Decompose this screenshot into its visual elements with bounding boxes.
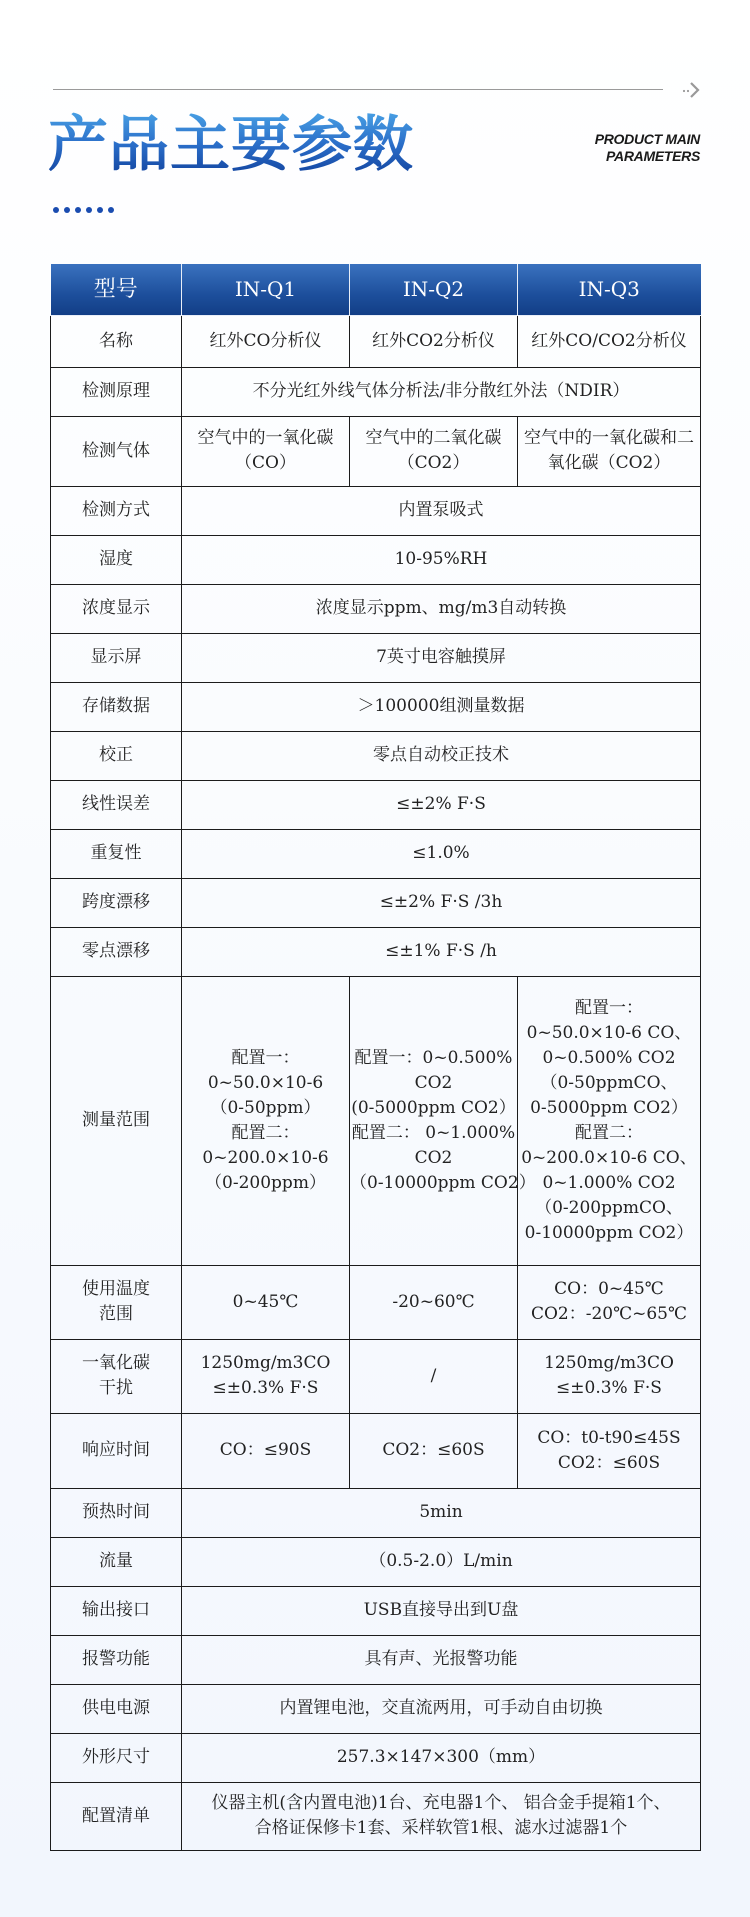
column-header-in-q3: IN-Q3 (518, 264, 701, 315)
column-header-in-q2: IN-Q2 (350, 264, 518, 315)
value-line: CO：t0-t90≤45S (537, 1427, 681, 1448)
dot-icon (97, 207, 103, 213)
cell-q2: -20~60℃ (350, 1265, 518, 1339)
cell-q1: 空气中的一氧化碳（CO） (182, 416, 350, 486)
table-row-humidity (51, 535, 701, 584)
table-row-interference (51, 1339, 701, 1413)
cell-value: 10-95%RH (182, 535, 701, 584)
range-line: 0~50.0×10-6 (207, 1072, 324, 1093)
cell-q1 (182, 1339, 350, 1413)
row-label: 显示屏 (51, 633, 182, 682)
range-line: 0~50.0×10-6 CO、 (526, 1022, 692, 1043)
row-label: 重复性 (51, 829, 182, 878)
table-row-span-drift (51, 878, 701, 927)
cell-q3: 空气中的一氧化碳和二氧化碳（CO2） (518, 416, 701, 486)
table-row-package (51, 1782, 701, 1850)
cell-q1: 0~45℃ (182, 1265, 350, 1339)
row-label: 报警功能 (51, 1635, 182, 1684)
dot-icon (108, 207, 114, 213)
table-row-storage (51, 682, 701, 731)
row-label: 零点漂移 (51, 927, 182, 976)
cell-value: 具有声、光报警功能 (182, 1635, 701, 1684)
row-label: 名称 (51, 315, 182, 367)
row-label: 湿度 (51, 535, 182, 584)
cell-value: ≤±1% F·S /h (182, 927, 701, 976)
table-row-calibration (51, 731, 701, 780)
range-line: 配置一： (231, 1047, 300, 1068)
table-header-row (51, 264, 701, 315)
range-line: 0~1.000% CO2 (542, 1172, 676, 1193)
row-label: 流量 (51, 1537, 182, 1586)
cell-q2 (350, 976, 536, 1265)
spec-table (50, 264, 701, 1851)
range-line: 0-5000ppm CO2） (530, 1097, 688, 1118)
cell-q2: CO2：≤60S (350, 1413, 518, 1488)
value-line: 1250mg/m3CO (544, 1353, 674, 1373)
range-line: (0-5000ppm CO2） (351, 1097, 516, 1118)
row-label: 供电电源 (51, 1684, 182, 1733)
subtitle-line-1: PRODUCT MAIN (594, 131, 700, 147)
table-row-linearity (51, 780, 701, 829)
table-row-range (51, 976, 701, 1265)
cell-value: ≤1.0% (182, 829, 701, 878)
row-label: 配置清单 (51, 1782, 182, 1850)
dot-icon (64, 207, 70, 213)
cell-value: 5min (182, 1488, 701, 1537)
table-row-power (51, 1684, 701, 1733)
cell-value: ≤±2% F·S (182, 780, 701, 829)
cell-q1: 红外CO分析仪 (182, 315, 350, 367)
top-divider-line (53, 89, 663, 90)
cell-value: ≤±2% F·S /3h (182, 878, 701, 927)
cell-q3: 红外CO/CO2分析仪 (518, 315, 701, 367)
row-label (51, 1265, 182, 1339)
range-line: 配置一：0~0.500% (354, 1047, 513, 1068)
row-label: 响应时间 (51, 1413, 182, 1488)
value-line: 仪器主机(含内置电池)1台、充电器1个、 铝合金手提箱1个、 (211, 1793, 671, 1813)
cell-value: ＞100000组测量数据 (182, 682, 701, 731)
page-title: 产品主要参数 (48, 110, 414, 180)
cell-q2: 红外CO2分析仪 (350, 315, 518, 367)
cell-q3 (518, 1265, 701, 1339)
value-line: CO2：≤60S (557, 1452, 661, 1473)
cell-q2: / (350, 1339, 518, 1413)
row-label: 检测方式 (51, 486, 182, 535)
decorative-dots (53, 207, 114, 213)
dot-icon (53, 207, 59, 213)
row-label: 校正 (51, 731, 182, 780)
range-line: （0-200ppmCO、 (535, 1197, 683, 1218)
range-line: （0-200ppm） (205, 1172, 326, 1193)
range-line: 0-10000ppm CO2） (524, 1222, 694, 1243)
cell-value: 内置泵吸式 (182, 486, 701, 535)
table-row-principle (51, 367, 701, 416)
label-line: 使用温度 (82, 1279, 150, 1299)
table-row-screen (51, 633, 701, 682)
value-line: CO2：-20℃~65℃ (530, 1304, 688, 1324)
table-row-flow (51, 1537, 701, 1586)
cell-value: 257.3×147×300（mm） (182, 1733, 701, 1782)
range-line: （0-50ppmCO、 (540, 1072, 678, 1093)
table-row-alarm (51, 1635, 701, 1684)
row-label: 存储数据 (51, 682, 182, 731)
label-line: 一氧化碳 (82, 1353, 150, 1373)
table-row-repeatability (51, 829, 701, 878)
label-line: 干扰 (99, 1378, 133, 1398)
cell-value (182, 1782, 701, 1850)
range-line: 0~200.0×10-6 (202, 1147, 329, 1168)
dot-icon (86, 207, 92, 213)
range-line: （0-50ppm） (210, 1097, 321, 1118)
cell-value: 不分光红外线气体分析法/非分散红外法（NDIR） (182, 367, 701, 416)
page-subtitle (595, 131, 700, 165)
row-label (51, 1339, 182, 1413)
value-line: ≤±0.3% F·S (212, 1378, 319, 1398)
table-row-gas (51, 416, 701, 486)
table-row-response (51, 1413, 701, 1488)
cell-q1 (182, 976, 350, 1265)
range-line: CO2 (414, 1147, 453, 1168)
cell-value: 内置锂电池，交直流两用，可手动自由切换 (182, 1684, 701, 1733)
table-row-zero-drift (51, 927, 701, 976)
cell-value: （0.5-2.0）L/min (182, 1537, 701, 1586)
column-header-model: 型号 (51, 264, 182, 315)
label-line: 范围 (99, 1304, 133, 1324)
row-label: 线性误差 (51, 780, 182, 829)
row-label: 跨度漂移 (51, 878, 182, 927)
row-label: 预热时间 (51, 1488, 182, 1537)
value-line: CO：0~45℃ (554, 1279, 664, 1299)
row-label: 测量范围 (51, 976, 182, 1265)
cell-value: 7英寸电容触摸屏 (182, 633, 701, 682)
range-line: 0~0.500% CO2 (542, 1047, 676, 1068)
cell-value: USB直接导出到U盘 (182, 1586, 701, 1635)
table-row-name (51, 315, 701, 367)
range-line: 配置二： 0~1.000% (351, 1122, 516, 1143)
column-header-in-q1: IN-Q1 (182, 264, 350, 315)
double-chevron-right-icon (680, 80, 702, 100)
range-line: 0~200.0×10-6 CO、 (521, 1147, 697, 1168)
range-line: 配置二： (231, 1122, 300, 1143)
cell-q2: 空气中的二氧化碳（CO2） (350, 416, 518, 486)
cell-q3 (518, 976, 701, 1265)
row-label: 外形尺寸 (51, 1733, 182, 1782)
value-line: 1250mg/m3CO (200, 1353, 331, 1373)
row-label: 浓度显示 (51, 584, 182, 633)
table-row-method (51, 486, 701, 535)
range-line: 配置一： (575, 997, 643, 1018)
table-row-output (51, 1586, 701, 1635)
cell-q3 (518, 1413, 701, 1488)
table-row-temperature (51, 1265, 701, 1339)
cell-value: 浓度显示ppm、mg/m3自动转换 (182, 584, 701, 633)
value-line: ≤±0.3% F·S (556, 1378, 662, 1398)
cell-q3 (518, 1339, 701, 1413)
row-label: 输出接口 (51, 1586, 182, 1635)
dot-icon (75, 207, 81, 213)
row-label: 检测原理 (51, 367, 182, 416)
table-row-concentration (51, 584, 701, 633)
cell-value: 零点自动校正技术 (182, 731, 701, 780)
range-line: 配置二： (575, 1122, 643, 1143)
subtitle-line-2: PARAMETERS (606, 148, 700, 164)
table-row-preheat (51, 1488, 701, 1537)
value-line: 合格证保修卡1套、采样软管1根、滤水过滤器1个 (254, 1818, 628, 1838)
cell-q1: CO：≤90S (182, 1413, 350, 1488)
row-label: 检测气体 (51, 416, 182, 486)
range-line: CO2 (414, 1072, 453, 1093)
range-line: （0-10000ppm CO2） (350, 1172, 536, 1193)
table-row-dimensions (51, 1733, 701, 1782)
